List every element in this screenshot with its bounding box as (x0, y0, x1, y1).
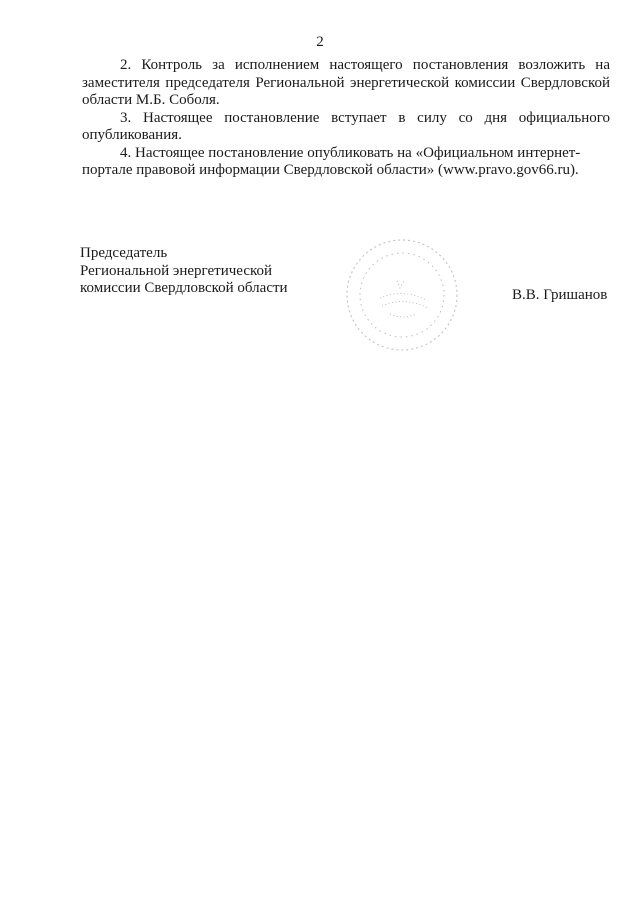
signatory-position-line: Региональной энергетической (80, 262, 273, 279)
signatory-position (80, 245, 288, 298)
document-body (82, 57, 610, 180)
official-seal-stamp (342, 236, 462, 354)
page-number: 2 (316, 34, 324, 50)
signatory-name: В.В. Гришанов (512, 287, 608, 303)
signatory-position-line: комиссии Свердловской области (80, 280, 288, 296)
paragraph-effective-date: 3. Настоящее постановление вступает в силу со дня официального опубликования. (82, 109, 610, 143)
paragraph-publication: 4. Настоящее постановление опубликовать на «Официальном интернет-портале правовой информации Свердловской области» (www.pravo.gov66.ru). (82, 144, 581, 178)
paragraph-control: 2. Контроль за исполнением настоящего постановления возложить на заместителя председателя Региональной энергетической комиссии Свердловской области М.Б. Соболя. (82, 57, 610, 108)
signatory-position-line: Председатель (80, 245, 168, 261)
